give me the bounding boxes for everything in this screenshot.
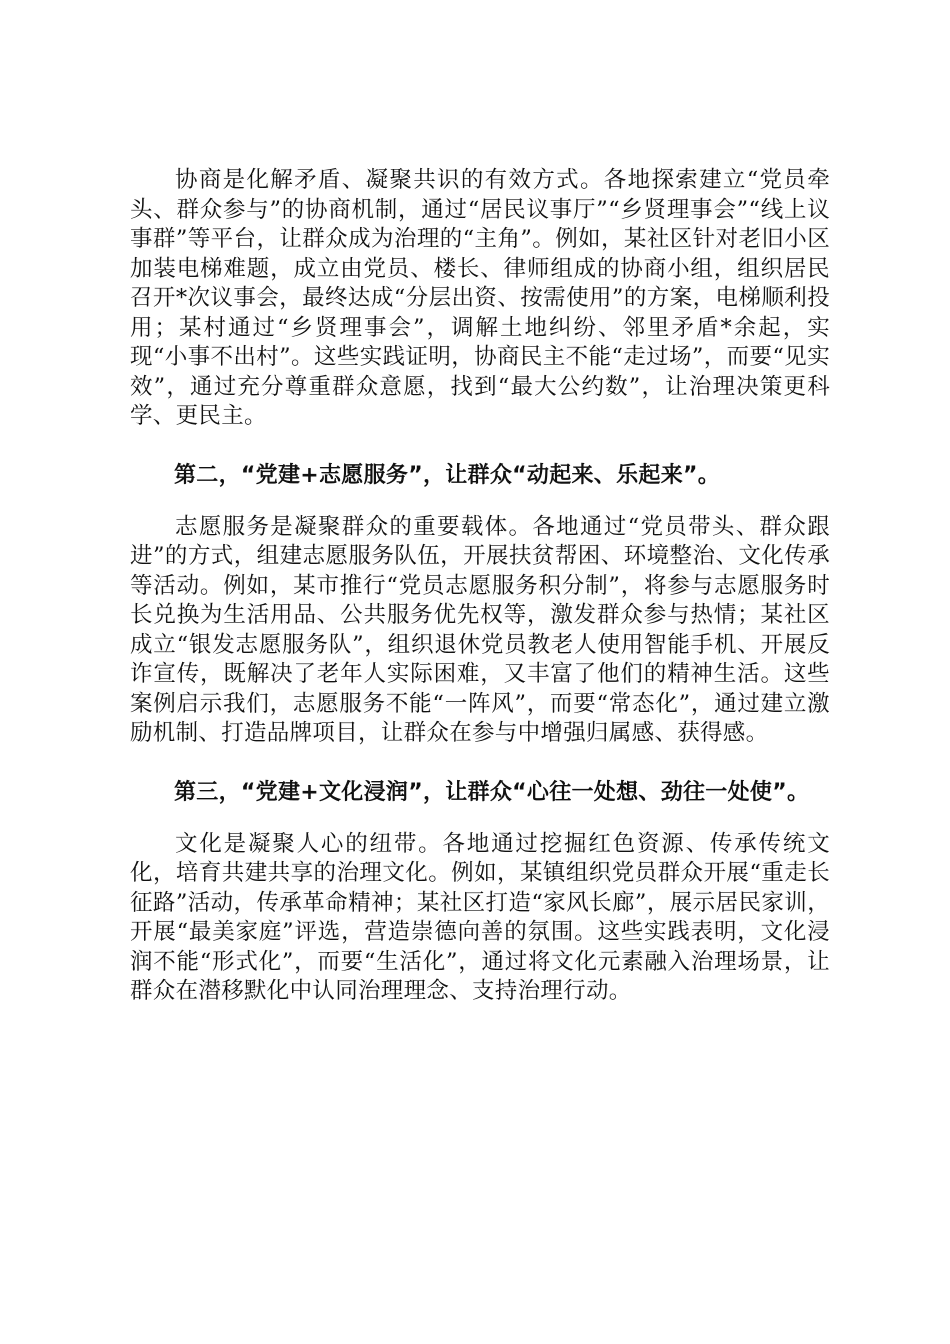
spacer [130,432,830,460]
heading-culture: 第三，“党建+文化浸润”，让群众“心往一处想、劲往一处使”。 [174,779,810,805]
heading-volunteer-service: 第二，“党建+志愿服务”，让群众“动起来、乐起来”。 [174,462,721,488]
document-page [130,166,830,1007]
paragraph-volunteer-service: 志愿服务是凝聚群众的重要载体。各地通过“党员带头、群众跟进”的方式，组建志愿服务队伍，开展扶贫帮困、环境整治、文化传承等活动。例如，某市推行“党员志愿服务积分制”，将参与志愿服务时长兑换为生活用品、公共服务优先权等，激发群众参与热情；某社区成立“银发志愿服务队”，组织退休党员教老人使用智能手机、开展反诈宣传，既解决了老年人实际困难，又丰富了他们的精神生活。这些案例启示我们，志愿服务不能“一阵风”，而要“常态化”，通过建立激励机制、打造品牌项目，让群众在参与中增强归属感、获得感。 [130,513,830,746]
spacer [130,808,830,830]
paragraph-consultation: 协商是化解矛盾、凝聚共识的有效方式。各地探索建立“党员牵头、群众参与”的协商机制，通过“居民议事厅”“乡贤理事会”“线上议事群”等平台，让群众成为治理的“主角”。例如，某社区针对老旧小区加装电梯难题，成立由党员、楼长、律师组成的协商小组，组织居民召开*次议事会，最终达成“分层出资、按需使用”的方案，电梯顺利投用；某村通过“乡贤理事会”，调解土地纠纷、邻里矛盾*余起，实现“小事不出村”。这些实践证明，协商民主不能“走过场”，而要“见实效”，通过充分尊重群众意愿，找到“最大公约数”，让治理决策更科学、更民主。 [130,167,830,429]
spacer [130,491,830,513]
paragraph-culture: 文化是凝聚人心的纽带。各地通过挖掘红色资源、传承传统文化，培育共建共享的治理文化。例如，某镇组织党员群众开展“重走长征路”活动，传承革命精神；某社区打造“家风长廊”，展示居民家训，开展“最美家庭”评选，营造崇德向善的氛围。这些实践表明，文化浸润不能“形式化”，而要“生活化”，通过将文化元素融入治理场景，让群众在潜移默化中认同治理理念、支持治理行动。 [130,830,830,1004]
spacer [130,749,830,777]
